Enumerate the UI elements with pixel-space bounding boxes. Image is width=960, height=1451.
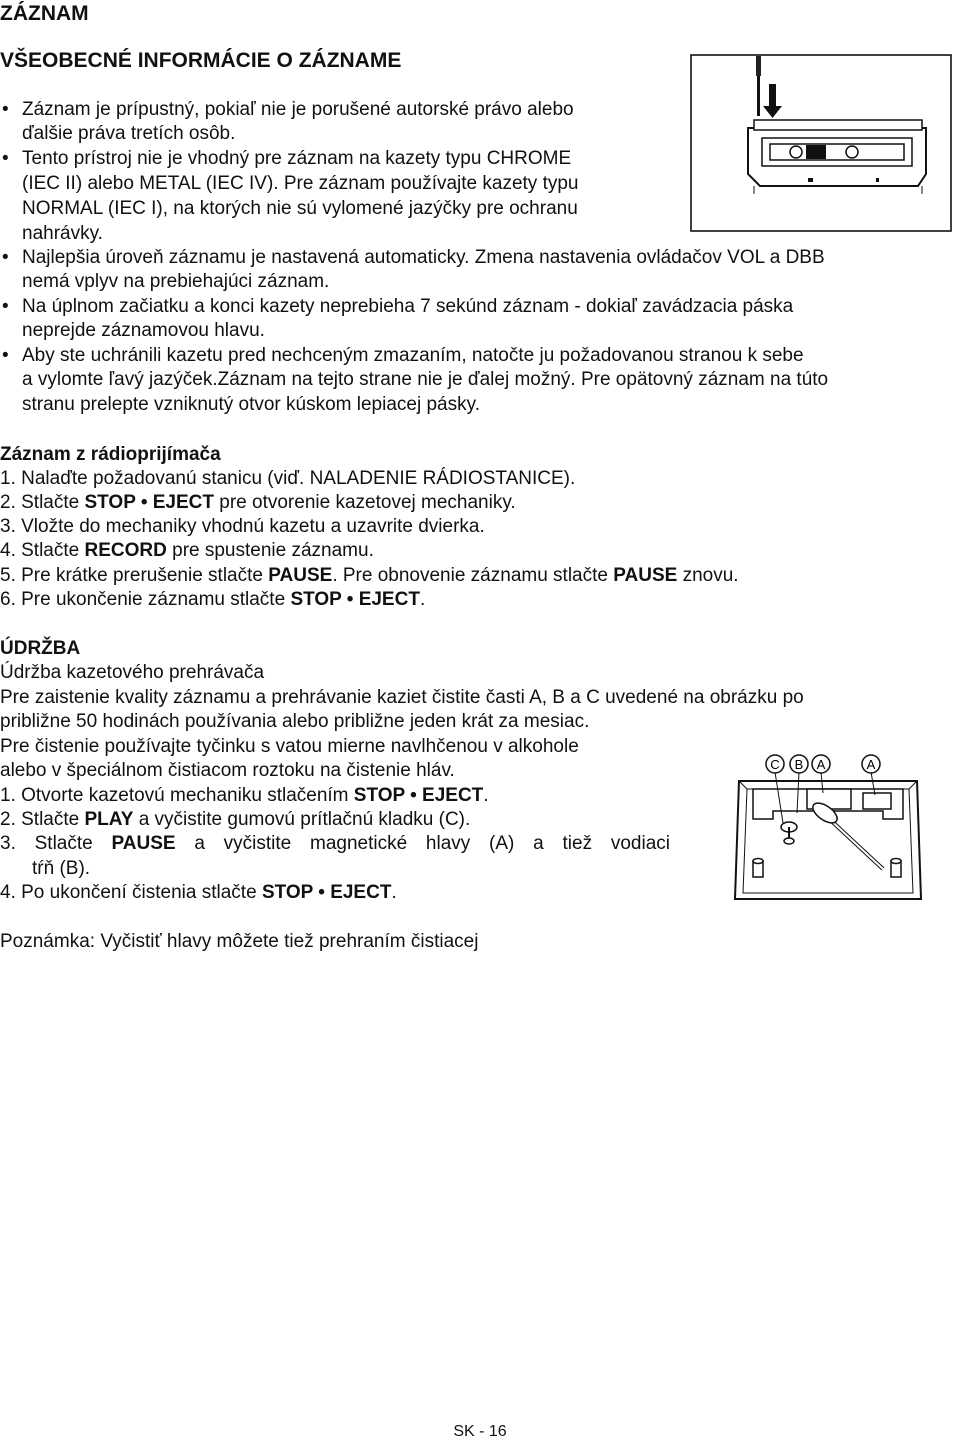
bullet-5-line-3: stranu prelepte vzniknutý otvor kúskom lepiacej pásky. (22, 394, 480, 415)
key-label: STOP • EJECT (353, 785, 484, 806)
maintenance-step-2 (0, 808, 470, 832)
maintenance-para-2-line-2: alebo v špeciálnom čistiacom roztoku na čistenie hláv. (0, 760, 455, 781)
bullet-3-line-1: Najlepšia úroveň záznamu je nastavená automaticky. Zmena nastavenia ovládačov VOL a DBB (22, 247, 825, 268)
bullet-1-line-1: Záznam je prípustný, pokiaľ nie je porušené autorské právo alebo (22, 99, 574, 120)
bullet-5-line-2: a vylomte ľavý jazýček.Záznam na tejto strane nie je ďalej možný. Pre opätovný záznam na túto (22, 369, 829, 390)
tape-deck-cleaning-illustration (733, 753, 923, 901)
step-text: . (419, 589, 426, 610)
step-text: . (391, 882, 397, 903)
radio-step-6 (0, 588, 425, 612)
maintenance-subheading: Údržba kazetového prehrávača (0, 662, 265, 683)
step-text: a vyčistite magnetické hlavy (A) a tiež vodiaci (175, 833, 670, 854)
bullet-4-line-1: Na úplnom začiatku a konci kazety neprebieha 7 sekúnd záznam - dokiaľ zavádzacia páska (22, 296, 794, 317)
figure-label-a-2: A (866, 757, 876, 772)
figure-label-b: B (794, 757, 804, 772)
key-label: PAUSE (613, 565, 678, 586)
section-heading-general: VŠEOBECNÉ INFORMÁCIE O ZÁZNAME (0, 49, 402, 72)
bullet-1-line-2: ďalšie práva tretích osôb. (22, 123, 236, 144)
bullet-marker: • (2, 99, 9, 120)
radio-step-4 (0, 539, 374, 563)
step-text: 2. Stlačte (0, 809, 85, 830)
step-text: znovu. (677, 565, 739, 586)
cassette-tab-illustration (690, 54, 952, 232)
key-label: PAUSE (268, 565, 333, 586)
maintenance-note: Poznámka: Vyčistiť hlavy môžete tiež prehraním čistiacej (0, 931, 479, 952)
step-text: 6. Pre ukončenie záznamu stlačte (0, 589, 291, 610)
page-title: ZÁZNAM (0, 2, 89, 25)
key-label: STOP • EJECT (290, 589, 420, 610)
radio-step-5 (0, 564, 739, 588)
bullet-2-line-4: nahrávky. (22, 223, 103, 244)
bullet-marker: • (2, 296, 9, 317)
maintenance-para-1-line-2: približne 50 hodinách používania alebo približne jeden krát za mesiac. (0, 711, 590, 732)
step-text: 5. Pre krátke prerušenie stlačte (0, 565, 269, 586)
radio-step-2 (0, 491, 516, 515)
bullet-marker: • (2, 345, 9, 366)
bullet-marker: • (2, 247, 9, 268)
page-number: SK - 16 (453, 1423, 507, 1440)
step-text: a vyčistite gumovú prítlačnú kladku (C). (133, 809, 471, 830)
maintenance-step-3-line-2: tŕň (B). (32, 858, 91, 879)
step-text: 4. Po ukončení čistenia stlačte (0, 882, 262, 903)
step-text: pre otvorenie kazetovej mechaniky. (214, 492, 516, 513)
bullet-2-line-1: Tento prístroj nie je vhodný pre záznam na kazety typu CHROME (22, 148, 572, 169)
step-text: 3. Stlačte (0, 833, 112, 854)
maintenance-para-2-line-1: Pre čistenie používajte tyčinku s vatou mierne navlhčenou v alkohole (0, 736, 579, 757)
maintenance-para-1-line-1: Pre zaistenie kvality záznamu a prehrávanie kaziet čistite časti A, B a C uvedené na obrázku po (0, 687, 804, 708)
bullet-marker: • (2, 148, 9, 169)
figure-label-c: C (770, 757, 780, 772)
section-heading-maintenance: ÚDRŽBA (0, 638, 81, 659)
maintenance-step-3 (0, 832, 670, 856)
step-text: pre spustenie záznamu. (166, 540, 374, 561)
radio-step-3: 3. Vložte do mechaniky vhodnú kazetu a uzavrite dvierka. (0, 516, 485, 537)
bullet-2-line-2: (IEC II) alebo METAL (IEC IV). Pre záznam používajte kazety typu (22, 173, 579, 194)
radio-step-1: 1. Nalaďte požadovanú stanicu (viď. NALADENIE RÁDIOSTANICE). (0, 468, 576, 489)
bullet-5-line-1: Aby ste uchránili kazetu pred nechceným zmazaním, natočte ju požadovanou stranou k sebe (22, 345, 804, 366)
step-text: . Pre obnovenie záznamu stlačte (332, 565, 614, 586)
key-label: STOP • EJECT (84, 492, 214, 513)
bullet-2-line-3: NORMAL (IEC I), na ktorých nie sú vylomené jazýčky pre ochranu (22, 198, 578, 219)
step-text: 1. Otvorte kazetovú mechaniku stlačením (0, 785, 354, 806)
figure-label-a: A (816, 757, 826, 772)
key-label: PAUSE (111, 833, 176, 854)
step-text: 4. Stlačte (0, 540, 85, 561)
bullet-3-line-2: nemá vplyv na prebiehajúci záznam. (22, 271, 330, 292)
key-label: PLAY (84, 809, 134, 830)
step-text: . (483, 785, 489, 806)
section-heading-radio: Záznam z rádioprijímača (0, 444, 221, 465)
key-label: STOP • EJECT (261, 882, 392, 903)
tape-deck-icon (733, 753, 923, 901)
maintenance-step-4 (0, 881, 397, 905)
step-text: 2. Stlačte (0, 492, 85, 513)
bullet-4-line-2: neprejde záznamovou hlavu. (22, 320, 265, 341)
key-label: RECORD (84, 540, 167, 561)
cassette-icon (690, 54, 952, 232)
maintenance-step-1 (0, 784, 489, 808)
